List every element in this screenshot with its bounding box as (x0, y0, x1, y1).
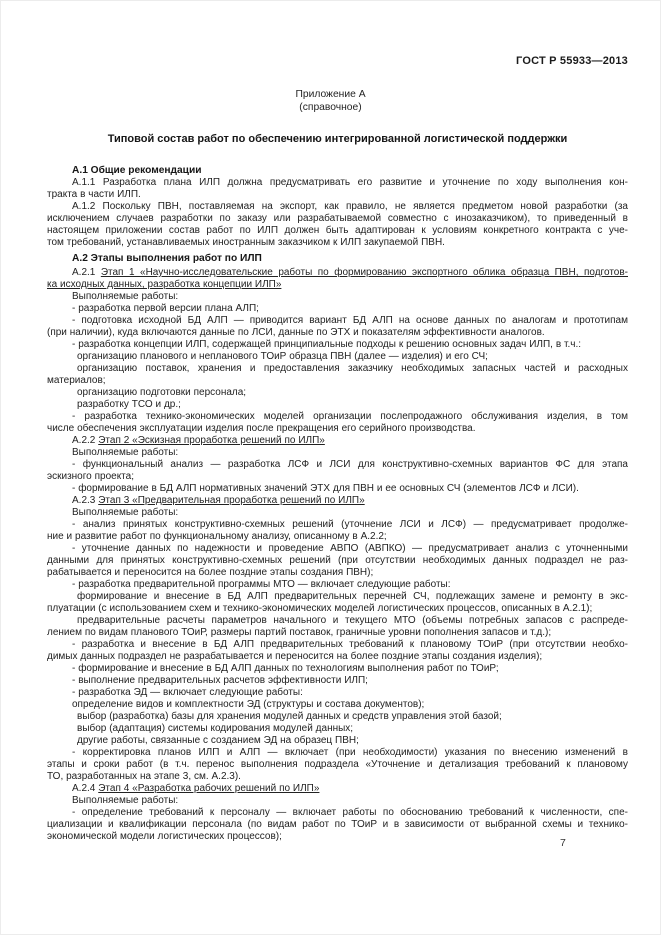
text-line: - разработка первой версии плана АЛП; (72, 303, 259, 314)
text-line: исключением случаев разработки по заказу или разрабатываемой совместно с инозаказчиком), то приведенный в (47, 213, 628, 224)
text-line: Выполняемые работы: (72, 795, 179, 806)
text-line: разработку ТСО и др.; (77, 399, 181, 410)
text-line: - уточнение данных по надежности и проведение АВПО (АВПКО) — предусматривает анализ с уточненными (72, 543, 628, 554)
text-line: - разработка технико-экономических моделей организации послепродажного обслуживания изделия, в том (72, 411, 628, 422)
stage-title: Этап 1 «Научно-исследовательские работы по формированию экспортного облика образца ПВН, подготов- (100, 267, 628, 278)
text-line: ние и развитие работ по функциональному анализу, описанному в А.2.2; (47, 531, 387, 542)
text-line: выбор (адаптация) системы кодирования модулей данных; (77, 723, 354, 734)
text-line: организацию планового и непланового ТОиР образца ПВН (далее — изделия) и его СЧ; (77, 351, 488, 362)
text-line: определение видов и комплектности ЭД (структуры и состава документов); (72, 699, 425, 710)
page-number: 7 (560, 837, 566, 849)
text-line: экономической модели логистических процессов); (47, 831, 282, 842)
stage-heading-line (47, 783, 628, 795)
text-line: формирование и внесение в БД АЛП предварительных перечней СЧ, подлежащих замене и ремонту в экс- (77, 591, 628, 602)
stage-number: А.2.2 (72, 435, 99, 446)
appendix-block (0, 88, 661, 114)
document-body (47, 165, 628, 843)
text-line: Выполняемые работы: (72, 507, 179, 518)
text-line: - разработка и внесение в БД АЛП предварительных требований к плановому ТОиР (при отсутствии необхо- (72, 639, 628, 650)
text-line: А.1.1 Разработка плана ИЛП должна предусматривать его развитие и уточнение по ходу выполнения кон- (72, 177, 628, 188)
text-line: - анализ принятых конструктивно-схемных решений (уточнение ЛСИ и ЛСФ) — предусматривает продолже- (72, 519, 628, 530)
text-line: ТО, разработанных на этапе 3, см. А.2.3). (47, 771, 241, 782)
text-line: Выполняемые работы: (72, 291, 179, 302)
appendix-label: Приложение А (295, 89, 366, 100)
text-line: этапы и сроки работ (в т.ч. перенос выполнения подраздела «Уточнение и детализация требований к плановому (47, 759, 628, 770)
text-line: - функциональный анализ — разработка ЛСФ и ЛСИ для конструктивно-схемных вариантов ФС для этапа (72, 459, 628, 470)
text-line: - разработка предварительной программы МТО — включает следующие работы: (72, 579, 451, 590)
stage-heading-line (47, 267, 628, 279)
stage-heading-line (47, 435, 628, 447)
text-line: рабатывается и переносится на более поздние этапы создания ПВН); (47, 567, 374, 578)
text-line: настоящем приложении состав работ по ИЛП должен быть адаптирован к условиям конкретного контракта с уче- (47, 225, 628, 236)
text-line: - разработка ЭД — включает следующие работы: (72, 687, 303, 698)
stage-number: А.2.1 (72, 267, 101, 278)
stage-title: Этап 2 «Эскизная проработка решений по ИЛП» (98, 435, 325, 446)
text-line: эскизного проекта; (47, 471, 134, 482)
stage-number: А.2.4 (72, 783, 99, 794)
section-heading: А.1 Общие рекомендации (72, 165, 202, 176)
text-line: А.1.2 Поскольку ПВН, поставляемая на экспорт, как правило, не является предметом новой разработки (за (72, 201, 628, 212)
text-line: том требований, устанавливаемых иностранным заказчиком к ИЛП закупаемой ПВН. (47, 237, 445, 248)
stage-heading-line (47, 279, 628, 291)
text-line: лением по видам планового ТОиР, размеры партий поставок, граничные уровни пополнения запасов и т.д.); (47, 627, 552, 638)
text-line: организацию поставок, хранения и предоставления заказчику необходимых запасных частей и расходных (77, 363, 628, 374)
text-line: - определение требований к персоналу — включает работы по обоснованию требований к численности, спе- (72, 807, 628, 818)
section-heading: А.2 Этапы выполнения работ по ИЛП (72, 253, 262, 264)
text-line: предварительные расчеты параметров начального и текущего МТО (объемы потребных запасов с распреде- (77, 615, 628, 626)
text-line: - формирование и внесение в БД АЛП данных по технологиям выполнения работ по ТОиР; (72, 663, 499, 674)
text-line: - разработка концепции ИЛП, содержащей принципиальные подходы к решению основных задач ИЛП, в т.ч.: (72, 339, 582, 350)
text-line: числе обеспечения эксплуатации изделия после прекращения его серийного производства. (47, 423, 476, 434)
document-title: Типовой состав работ по обеспечению интегрированной логистической поддержки (107, 133, 568, 145)
appendix-kind: (справочное) (299, 102, 362, 113)
stage-title: Этап 3 «Предварительная проработка решений по ИЛП» (98, 495, 365, 506)
doc-number: ГОСТ Р 55933—2013 (516, 55, 628, 67)
stage-title: ка исходных данных, разработка концепции ИЛП» (47, 279, 282, 290)
text-line: организацию подготовки персонала; (77, 387, 247, 398)
text-line: - выполнение предварительных расчетов эффективности ИЛП; (72, 675, 368, 686)
text-line: выбор (разработка) базы для хранения модулей данных и средств управления этой базой; (77, 711, 502, 722)
text-line: Выполняемые работы: (72, 447, 179, 458)
text-line: димых данных подраздел не разрабатывается и переносится на более поздние этапы создания изделия); (47, 651, 543, 662)
text-line: тракта в части ИЛП. (47, 189, 141, 200)
text-line: плуатации (с использованием схем и технико-экономических моделей логистических процессов, описанных в А.2.1); (47, 603, 593, 614)
text-line: другие работы, связанные с созданием ЭД на образец ПВН; (77, 735, 359, 746)
text-line: - корректировка планов ИЛП и АЛП — включает (при необходимости) указания по внесению изменений в (72, 747, 628, 758)
text-line: (при наличии), куда включаются данные по ЛСИ, данные по ЭТХ и показателям эффективности аналогов. (47, 327, 545, 338)
stage-heading-line (47, 495, 628, 507)
text-line: - формирование в БД АЛП нормативных значений ЭТХ для ПВН и ее основных СЧ (элементов ЛСФ и ЛСИ). (72, 483, 579, 494)
text-line: данными для принятых конструктивно-схемных решений (при отсутствии необходимых данных подраздел не раз- (47, 555, 628, 566)
stage-title: Этап 4 «Разработка рабочих решений по ИЛП» (98, 783, 320, 794)
stage-number: А.2.3 (72, 495, 99, 506)
text-line: материалов; (47, 375, 106, 386)
text-line: циализации и квалификации персонала (по видам работ по ТОиР и в зависимости от выбранной схемы и технико- (47, 819, 628, 830)
text-line: - подготовка исходной БД АЛП — приводится вариант БД АЛП на основе данных по аналогам и прототипам (72, 315, 628, 326)
